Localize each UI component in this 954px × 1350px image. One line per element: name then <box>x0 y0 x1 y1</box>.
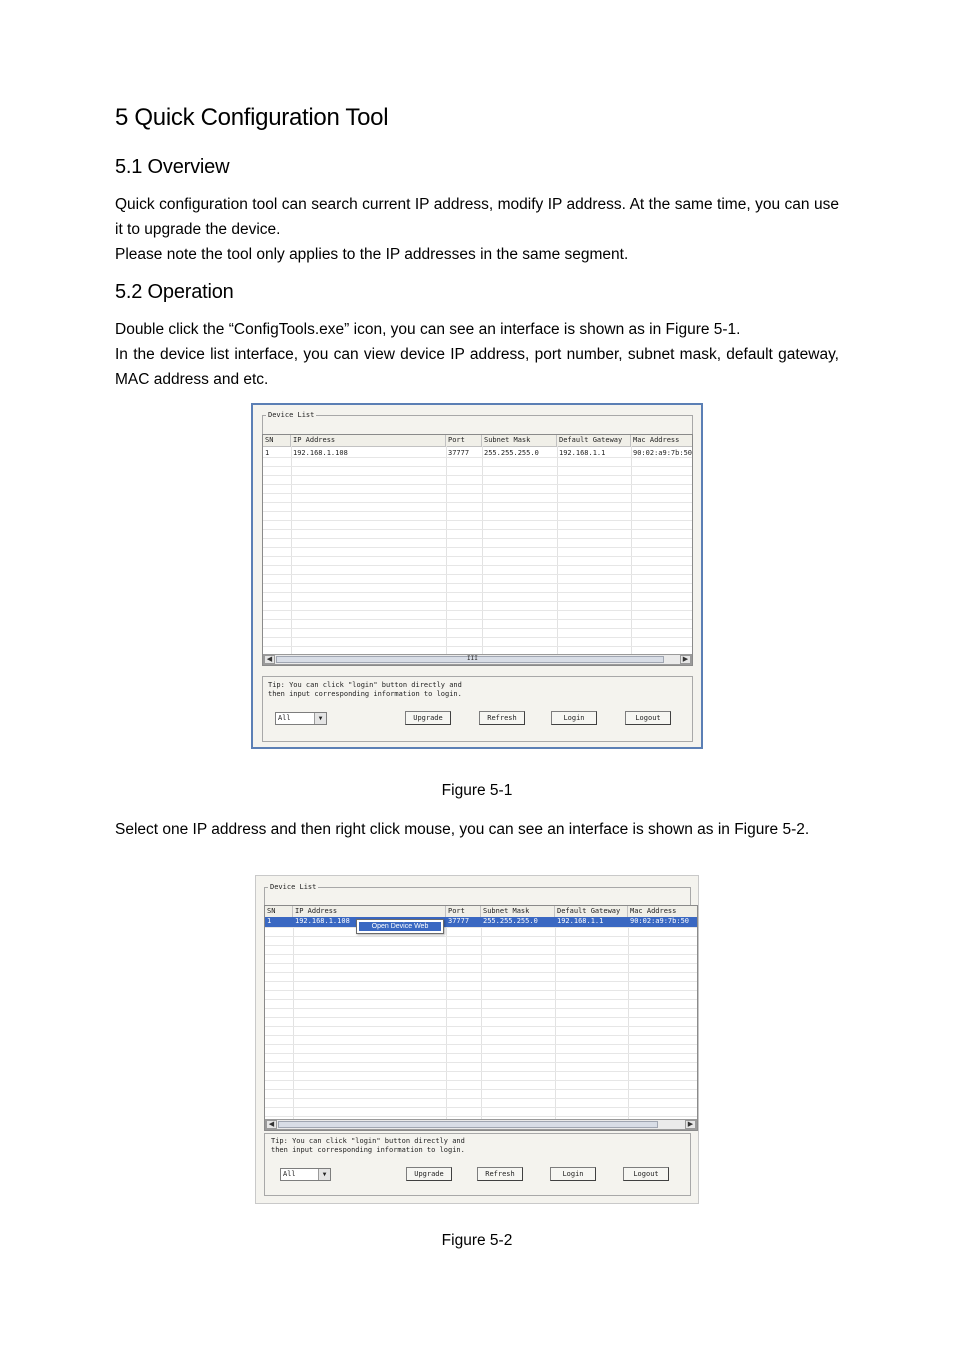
filter-select[interactable] <box>275 712 327 725</box>
table-row-selected[interactable] <box>265 917 697 927</box>
grid-line <box>263 466 692 467</box>
grid-line <box>263 601 692 602</box>
scroll-grip: III <box>467 655 478 662</box>
grid-line <box>263 484 692 485</box>
overview-paragraph-1: Quick configuration tool can search current IP address, modify IP address. At the same time, you can use it to upgrade the device. <box>115 196 839 238</box>
col-sn[interactable]: SN <box>265 906 293 917</box>
cell-gateway: 192.168.1.1 <box>559 449 606 457</box>
grid-line <box>265 1017 697 1018</box>
operation-paragraph-1: Double click the “ConfigTools.exe” icon, you can see an interface is shown as in Figure 5-1. <box>115 321 741 338</box>
grid-line <box>265 1062 697 1063</box>
device-table <box>264 905 698 1131</box>
grid-line <box>265 990 697 991</box>
overview-paragraph-2: Please note the tool only applies to the IP addresses in the same segment. <box>115 246 629 263</box>
cell-subnet: 255.255.255.0 <box>483 917 538 925</box>
horizontal-scrollbar[interactable] <box>265 1119 697 1130</box>
grid-line <box>265 963 697 964</box>
col-subnet-mask[interactable]: Subnet Mask <box>482 435 557 446</box>
login-button[interactable]: Login <box>550 1167 596 1181</box>
grid-line <box>265 927 697 928</box>
tip-text: Tip: You can click "login" button directly and then input corresponding information to login. <box>271 1137 465 1154</box>
grid-line <box>263 628 692 629</box>
grid-line <box>265 936 697 937</box>
grid-line <box>263 610 692 611</box>
figure-5-2-caption: Figure 5-2 <box>441 1232 513 1249</box>
grid-line <box>265 945 697 946</box>
grid-line <box>263 619 692 620</box>
refresh-button[interactable]: Refresh <box>477 1167 523 1181</box>
grid-line <box>263 556 692 557</box>
grid-line <box>265 972 697 973</box>
chapter-heading: 5 Quick Configuration Tool <box>115 104 389 131</box>
grid-line <box>265 1026 697 1027</box>
grid-line <box>263 529 692 530</box>
device-list-legend: Device List <box>270 883 317 891</box>
tip-text: Tip: You can click "login" button directly and then input corresponding information to login. <box>268 681 462 698</box>
grid-line <box>263 538 692 539</box>
grid-line <box>263 511 692 512</box>
grid-line <box>265 954 697 955</box>
grid-line <box>263 592 692 593</box>
cell-ip: 192.168.1.108 <box>293 449 348 457</box>
grid-line <box>263 547 692 548</box>
cell-gateway: 192.168.1.1 <box>557 917 604 925</box>
col-port[interactable]: Port <box>446 435 482 446</box>
upgrade-button[interactable]: Upgrade <box>405 711 451 725</box>
filter-select-value: All <box>278 714 291 722</box>
cell-sn: 1 <box>267 917 272 925</box>
figure-5-2-screenshot <box>255 875 699 1204</box>
col-mac-address[interactable]: Mac Address <box>630 907 677 915</box>
grid-line <box>263 502 692 503</box>
grid-line <box>263 646 692 647</box>
grid-line <box>263 520 692 521</box>
logout-button[interactable]: Logout <box>625 711 671 725</box>
col-ip-address[interactable]: IP Address <box>291 435 446 446</box>
operation-paragraph-2: In the device list interface, you can view device IP address, port number, subnet mask, default gateway, MAC address and etc. <box>115 346 839 388</box>
section-overview-title: 5.1 Overview <box>115 156 230 178</box>
device-table <box>262 434 693 666</box>
scroll-right-icon[interactable]: ▶ <box>685 1120 696 1129</box>
scroll-left-icon[interactable]: ◀ <box>266 1120 277 1129</box>
cell-port: 37777 <box>448 917 470 925</box>
grid-line <box>265 1044 697 1045</box>
grid-line <box>265 999 697 1000</box>
grid-line <box>263 475 692 476</box>
chevron-down-icon[interactable]: ▼ <box>314 713 326 724</box>
filter-select-value: All <box>283 1170 296 1178</box>
device-list-legend: Device List <box>268 411 315 419</box>
open-device-web-menu-item[interactable]: Open Device Web <box>359 922 441 931</box>
device-table-header <box>263 435 692 447</box>
figure-5-1-screenshot <box>251 403 703 749</box>
upgrade-button[interactable]: Upgrade <box>406 1167 452 1181</box>
col-port[interactable]: Port <box>446 906 481 917</box>
col-default-gateway[interactable]: Default Gateway <box>557 435 631 446</box>
grid-line <box>263 574 692 575</box>
col-sn[interactable]: SN <box>263 435 291 446</box>
cell-subnet: 255.255.255.0 <box>484 449 539 457</box>
grid-line <box>263 637 692 638</box>
scroll-thumb[interactable] <box>278 1121 658 1128</box>
cell-port: 37777 <box>448 449 470 457</box>
col-ip-address[interactable]: IP Address <box>293 906 446 917</box>
grid-line <box>265 1071 697 1072</box>
grid-line <box>265 1053 697 1054</box>
cell-sn: 1 <box>265 449 270 457</box>
section-operation-title: 5.2 Operation <box>115 281 234 303</box>
grid-line <box>265 981 697 982</box>
scroll-right-icon[interactable]: ▶ <box>680 655 691 664</box>
grid-line <box>265 1035 697 1036</box>
grid-line <box>265 1089 697 1090</box>
refresh-button[interactable]: Refresh <box>479 711 525 725</box>
logout-button[interactable]: Logout <box>623 1167 669 1181</box>
col-subnet-mask[interactable]: Subnet Mask <box>481 906 555 917</box>
operation-paragraph-3: Select one IP address and then right click mouse, you can see an interface is shown as in Figure 5-2. <box>115 821 810 838</box>
cell-ip: 192.168.1.108 <box>295 917 350 925</box>
grid-line <box>265 1098 697 1099</box>
grid-line <box>265 1107 697 1108</box>
grid-line <box>263 565 692 566</box>
grid-line <box>263 493 692 494</box>
scroll-thumb[interactable] <box>276 656 664 663</box>
filter-select[interactable] <box>280 1168 331 1181</box>
col-default-gateway[interactable]: Default Gateway <box>555 906 628 917</box>
grid-line <box>265 1008 697 1009</box>
cell-mac: 90:02:a9:7b:50 <box>633 449 693 457</box>
figure-5-1-caption: Figure 5-1 <box>441 782 513 799</box>
context-menu <box>356 919 444 934</box>
grid-line <box>263 583 692 584</box>
grid-line <box>265 1080 697 1081</box>
chevron-down-icon[interactable]: ▼ <box>318 1169 330 1180</box>
scroll-left-icon[interactable]: ◀ <box>264 655 275 664</box>
grid-line <box>265 1116 697 1117</box>
horizontal-scrollbar[interactable] <box>263 654 692 665</box>
cell-mac: 90:02:a9:7b:50 <box>630 917 690 925</box>
col-mac-address[interactable]: Mac Address <box>633 436 680 444</box>
login-button[interactable]: Login <box>551 711 597 725</box>
